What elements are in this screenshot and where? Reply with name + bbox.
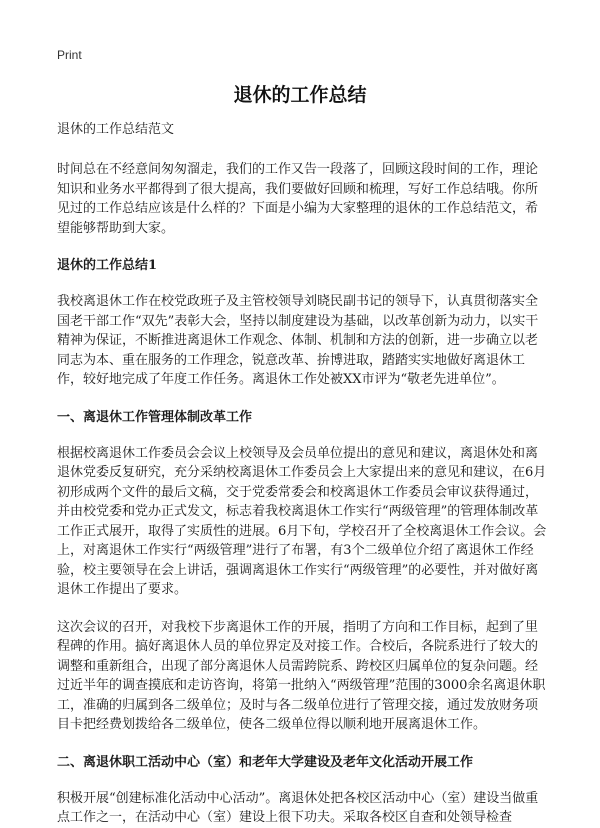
paragraph-3: 这次会议的召开，对我校下步离退休工作的开展，指明了方向和工作目标，起到了里程碑的作用。搞好离退休人员的单位界定及对接工作。合校后，各院系进行了较大的调整和重新组合，出现了部分离退休人员需跨院系、跨校区归属单位的复杂问题。经过近半年的调查摸底和走访咨询，将第一批纳入“两级管理”范围的3000余名离退休职工，准确的归属到各二级单位；及时与各二级单位进行了管理交接，通过发放财务项目卡把经费划拨给各二级单位，使各二级单位得以顺利地开展离退休工作。	[57, 619, 546, 732]
document-body	[57, 120, 547, 828]
document-subtitle: 退休的工作总结范文	[57, 122, 175, 137]
print-link[interactable]: Print	[57, 48, 82, 62]
paragraph-2: 根据校离退休工作委员会会议上校领导及会员单位提出的意见和建议，离退休处和离退休党委反复研究，充分采纳校离退休工作委员会上大家提出来的意见和建议，在6月初形成两个文件的最后文稿，交于党委常委会和校离退休工作委员会审议获得通过，并由校党委和党办正式发文，标志着我校离退休工作实行“两级管理”的管理体制改革工作正式展开，取得了实质性的进展。6月下旬，学校召开了全校离退休工作会议。会上，对离退休工作实行“两级管理”进行了布署，有3个二级单位介绍了离退休工作经验，校主要领导在会上讲话，强调离退休工作实行“两级管理”的必要性，并对做好离退休工作提出了要求。	[57, 445, 547, 597]
page-title: 退休的工作总结	[233, 84, 367, 106]
paragraph-1: 我校离退休工作在校党政班子及主管校领导刘晓民副书记的领导下，认真贯彻落实全国老干部工作“双先”表彰大会，坚持以制度建设为基础，以改革创新为动力，以实干精神为保证，不断推进离退休工作观念、体制、机制和方法的创新，进一步确立以老同志为本、重在服务的工作理念，锐意改革、拚博进取，踏踏实实地做好离退休工作，较好地完成了年度工作任务。离退休工作处被XX市评为“敬老先进单位”。	[57, 294, 539, 387]
paragraph-4: 积极开展“创建标准化活动中心活动”。离退休处把各校区活动中心（室）建设当做重点工作之一，在活动中心（室）建设上很下功夫。采取各校区自查和处领导检查	[57, 790, 539, 825]
section-heading-1: 退休的工作总结1	[57, 258, 158, 273]
intro-paragraph: 时间总在不经意间匆匆溜走，我们的工作又告一段落了，回顾这段时间的工作，理论知识和业务水平都得到了很大提高，我们要做好回顾和梳理，写好工作总结哦。你所见过的工作总结应该是什么样的？下面是小编为大家整理的退休的工作总结范文，希望能够帮助到大家。	[57, 162, 539, 236]
section-heading-2: 一、离退休工作管理体制改革工作	[57, 409, 253, 425]
section-heading-3: 二、离退休职工活动中心（室）和老年大学建设及老年文化活动开展工作	[57, 754, 474, 770]
